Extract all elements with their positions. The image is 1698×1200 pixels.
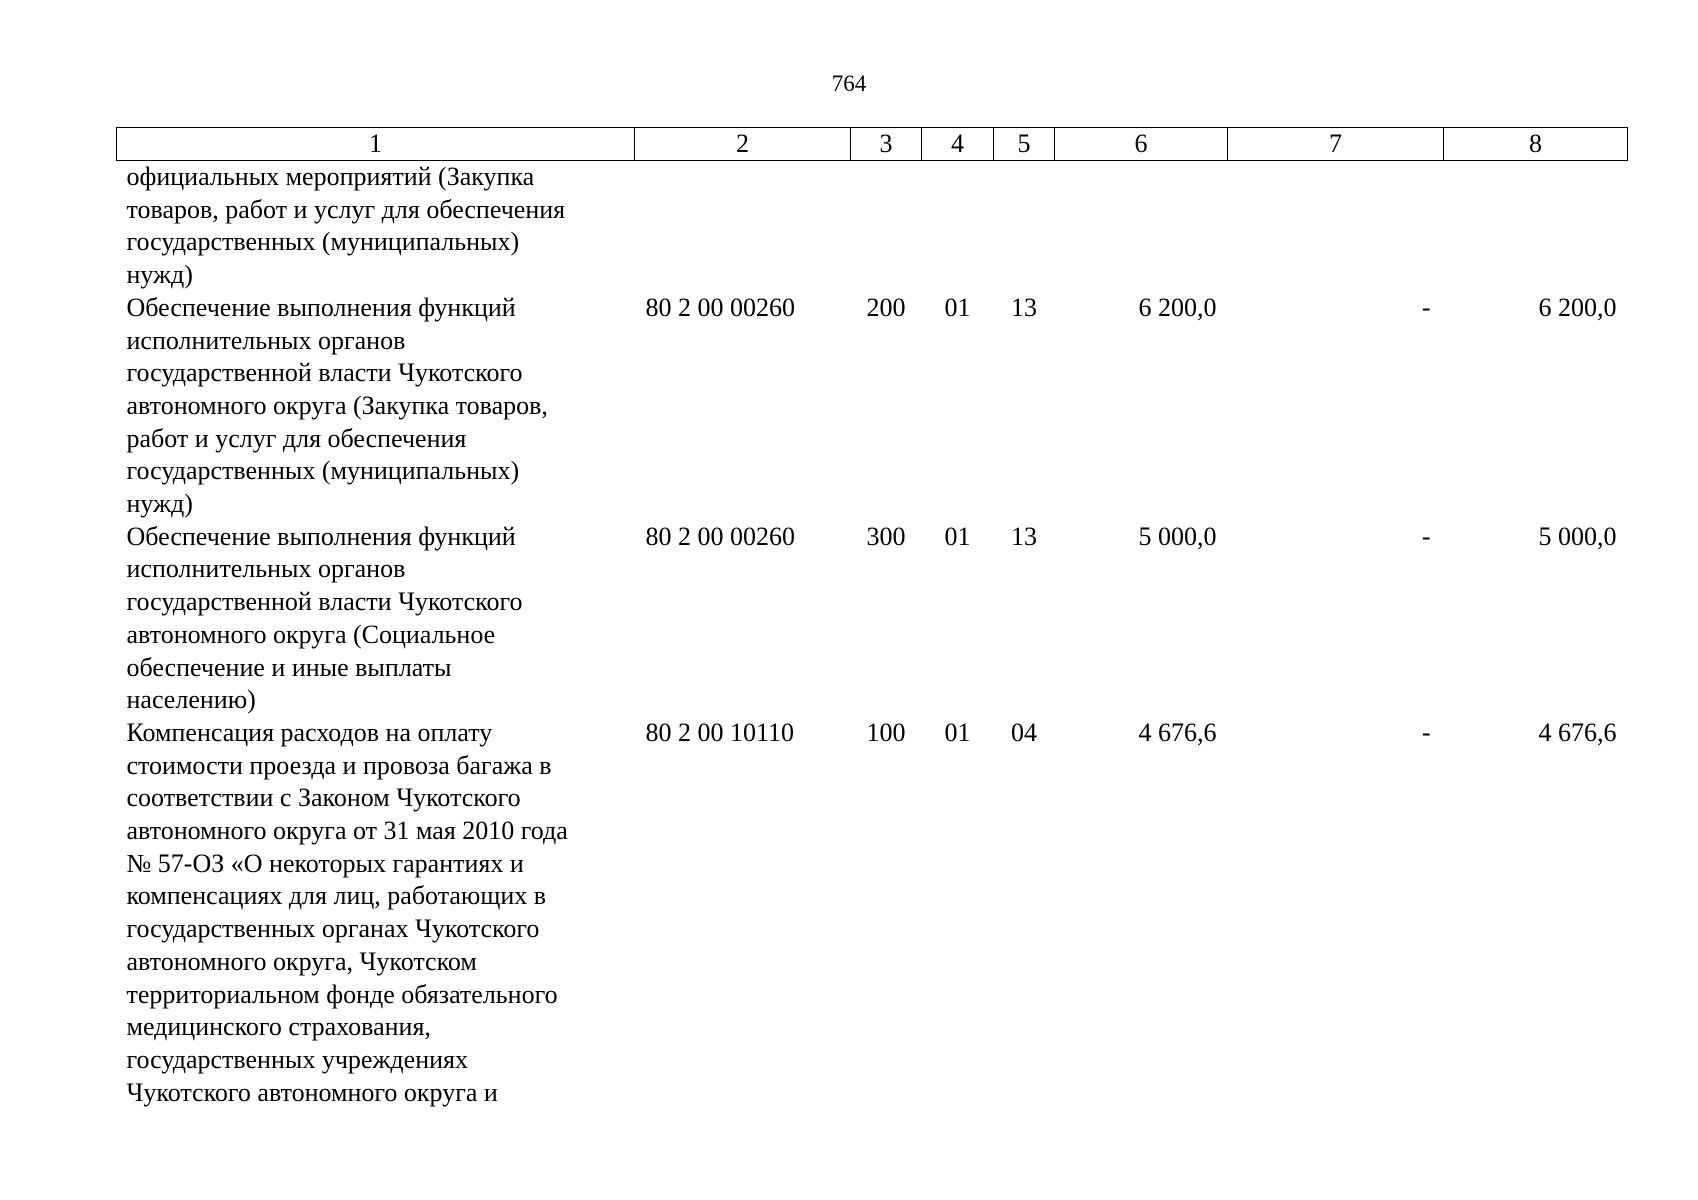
description-line: медицинского страхования, [126,1012,431,1042]
description-line: Чукотского автономного округа и [126,1077,498,1107]
subsection-code: 13 [1011,521,1037,551]
amount-col-7: - [1421,292,1431,322]
section-code: 01 [944,292,971,322]
section-code: 01 [944,521,971,551]
description-line: исполнительных органов [126,554,406,584]
description-line: Компенсация расходов на оплату [126,717,493,747]
description-line: государственных (муниципальных) [126,227,520,257]
subsection-code [994,161,1055,292]
table-header [117,128,1628,161]
header-col-3: 3 [851,128,922,161]
description-line: товаров, работ и услуг для обеспечения [126,194,566,224]
description-line: государственных учреждениях [126,1044,468,1074]
header-col-6: 6 [1055,128,1228,161]
amount-col-6: 4 676,6 [1138,717,1217,747]
row-description [117,717,635,1109]
section-code [922,161,994,292]
description-line: государственной власти Чукотского [126,358,523,388]
description-line: Обеспечение выполнения функций [126,292,516,322]
description-line: нужд) [126,260,193,290]
subsection-code: 13 [1011,292,1037,322]
description-line: автономного округа (Закупка товаров, [126,390,548,420]
amount-col-6: 6 200,0 [1138,292,1217,322]
header-col-4: 4 [922,128,994,161]
description-line: нужд) [126,489,193,519]
description-line: работ и услуг для обеспечения [126,423,467,453]
amount-col-6: 5 000,0 [1138,521,1217,551]
table-row [117,521,1628,717]
description-line: обеспечение и иные выплаты [126,652,452,682]
amount-col-8: 4 676,6 [1538,717,1617,747]
header-row [117,128,1628,161]
description-line: официальных мероприятий (Закупка [126,162,535,191]
description-line: № 57-ОЗ «О некоторых гарантиях и [126,848,524,878]
description-line: стоимости проезда и провоза багажа в [126,750,552,780]
table-body [117,161,1628,1110]
subsection-code: 04 [1011,717,1037,747]
table-row [117,161,1628,292]
budget-table [116,127,1628,1109]
expense-type-code [851,161,922,292]
description-line: автономного округа, Чукотском [126,946,477,976]
description-line: населению) [126,685,256,715]
description-line: территориальном фонде обязательного [126,979,558,1009]
target-article-code: 80 2 00 10110 [645,717,795,747]
description-line: соответствии с Законом Чукотского [126,783,521,813]
header-col-1: 1 [117,128,635,161]
section-code: 01 [944,717,971,747]
target-article-code: 80 2 00 00260 [645,521,795,551]
header-col-8: 8 [1444,128,1628,161]
amount-col-7: - [1421,521,1431,551]
row-description [117,161,635,292]
amount-col-8 [1444,161,1628,292]
description-line: автономного округа (Социальное [126,619,496,649]
description-line: компенсациях для лиц, работающих в [126,881,547,911]
header-col-7: 7 [1228,128,1444,161]
table-row [117,717,1628,1109]
amount-col-7: - [1421,717,1431,747]
page-number: 764 [831,71,867,96]
table-row [117,292,1628,521]
description-line: автономного округа от 31 мая 2010 года [126,816,568,846]
amount-col-8: 5 000,0 [1538,521,1617,551]
row-description [117,521,635,717]
description-line: Обеспечение выполнения функций [126,521,516,551]
amount-col-6 [1055,161,1228,292]
expense-type-code: 100 [866,717,906,747]
target-article-code [635,161,851,292]
description-line: государственных (муниципальных) [126,456,520,486]
row-description [117,292,635,521]
description-line: государственной власти Чукотского [126,587,523,617]
description-line: исполнительных органов [126,325,406,355]
amount-col-7 [1228,161,1444,292]
expense-type-code: 200 [866,292,906,322]
target-article-code: 80 2 00 00260 [645,292,795,322]
description-line: государственных органах Чукотского [126,914,540,944]
amount-col-8: 6 200,0 [1538,292,1617,322]
expense-type-code: 300 [866,521,906,551]
header-col-5: 5 [994,128,1055,161]
header-col-2: 2 [635,128,851,161]
